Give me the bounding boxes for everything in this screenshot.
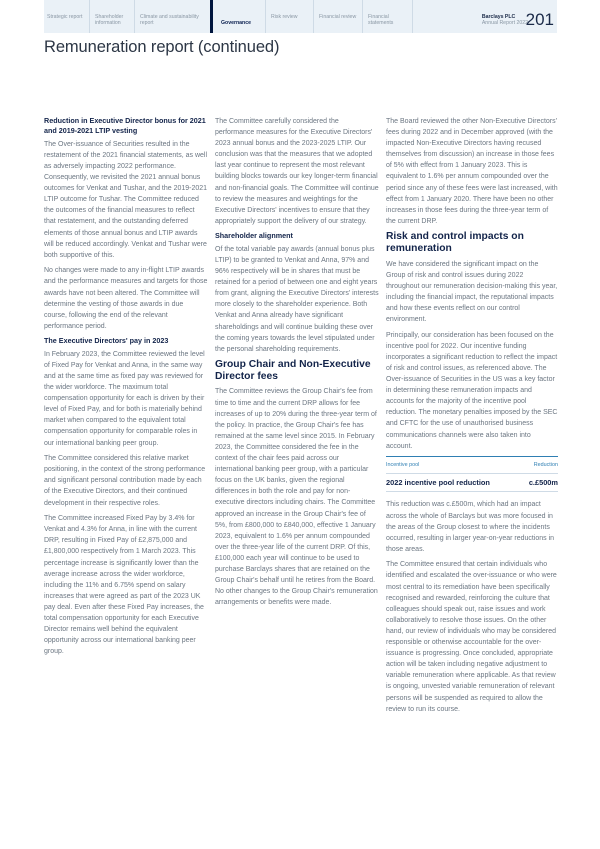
heading-risk-control: Risk and control impacts on remuneration xyxy=(386,231,524,255)
table-header-reduction: Reduction xyxy=(520,457,558,474)
paragraph: The Committee ensured that certain individuals who identified and escalated the over-issuance or who were most central to its remediation have been specifically recognised and rewarded, reinforcing the culture that colleagues should speak out, raise issues and work collaboratively to resolve those issues. On the other hand, our review of individuals who may be considered responsible or otherwise accountable for the over-issuance is progressing. Once concluded, appropriate action will be taken including negative adjustment to variable remuneration where applicable. As that review is ongoing, unvested variable remuneration of relevant persons will be suspended as required to allow the review to run its course. xyxy=(386,561,557,713)
heading-chair-ned-fees: Group Chair and Non-Executive Director fees xyxy=(215,359,371,382)
heading-bonus-reduction: Reduction in Executive Director bonus for 2021 and 2019-2021 LTIP vesting xyxy=(44,116,206,136)
column-2 xyxy=(215,116,379,613)
brand-subtitle: Annual Report 2022 xyxy=(481,20,528,27)
paragraph: The Committee increased Fixed Pay by 3.4% for Venkat and 4.3% for Anna, in line with the current DRP, resulting in Fixed Pay of £2,875,000 and £1,800,000 respectively from 1 March 2023. This percentage increase is significantly lower than the average increase across the wider workforce, including the 11% and 6.75% spend on salary increases that were agreed as part of the 2023 UK pay deal. Even after these Fixed Pay increases, the total compensation opportunity for each Executive Director remains well behind the equivalent opportunity across our international banking peer group. xyxy=(44,515,204,656)
table-cell-label: 2022 incentive pool reduction xyxy=(386,474,520,492)
table-header-incentive-pool: Incentive pool xyxy=(386,457,520,474)
paragraph: The Committee carefully considered the performance measures for the Executive Directors' 2023 annual bonus and the 2023-2025 LTIP. Our conclusion was that the measures that we adopted last year continue to represent the most relevant building blocks towards our key longer-term financial and non-financial goals. The Committee will continue to review the measures and weightings for the Executive Directors' incentives to ensure that they appropriately support the delivery of our strategy. xyxy=(215,118,379,225)
paragraph: The Over-issuance of Securities resulted in the restatement of the 2021 financial statements, as well as adversely impacting 2022 performance. Consequently, we revisited the 2021 annual bonus outcomes for Venkat and Tushar, and the 2019-2021 LTIP outcome for Tushar. The Committee reduced the outcomes of the financial measures to reflect that restatement, and the outstanding deferred elements of those annual bonus and LTIP awards will be reduced accordingly. Venkat and Tushar were both supportive of this. xyxy=(44,140,208,259)
nav-financial-statements[interactable]: Financial statements xyxy=(362,0,413,33)
paragraph: In February 2023, the Committee reviewed the level of Fixed Pay for Venkat and Anna, in the same way and at the same time as fixed pay was reviewed for the wider workforce. The maximum total compensation opportunity for each is driven by their level of Fixed Pay, and for both is materially behind market when compared to the equivalent total compensation opportunity for comparable roles in our international banking peer group. xyxy=(44,350,205,447)
nav-governance[interactable]: Governance xyxy=(210,0,265,33)
brand-block xyxy=(482,14,528,26)
table-row xyxy=(386,474,558,492)
paragraph: The Committee considered this relative market positioning, in the context of the strong performance and significant personal contribution made by each of the Executive Directors, and their continued development in their respective roles. xyxy=(44,455,206,507)
paragraph: This reduction was c.£500m, which had an impact across the whole of Barclays but was more focused in the areas of the Group closest to where the incidents occurred, resulting in larger year-on-year reductions in those areas. xyxy=(386,501,555,553)
section-nav-bar xyxy=(44,0,557,33)
page-number: 201 xyxy=(525,10,554,29)
column-3 xyxy=(386,116,558,719)
paragraph: We have considered the significant impact on the Group of risk and control issues during 2022 throughout our remuneration decision-making this year, including the financial impact, the reputational impacts and how these events reflect on our control environment. xyxy=(386,260,558,324)
nav-risk-review[interactable]: Risk review xyxy=(265,0,313,33)
column-1 xyxy=(44,116,208,662)
paragraph: No changes were made to any in-flight LTIP awards and the performance measures and targets for those awards have not been altered. The Committee will determine the vesting of those awards in due course, following the end of the relevant performance period. xyxy=(44,267,208,330)
heading-shareholder-alignment: Shareholder alignment xyxy=(215,231,293,241)
nav-climate-sustainability[interactable]: Climate and sustainability report xyxy=(134,0,210,33)
nav-strategic-report[interactable]: Strategic report xyxy=(47,14,83,20)
paragraph: Of the total variable pay awards (annual bonus plus LTIP) to be granted to Venkat and Anna, 97% and 96% respectively will be in shares that must be retained for a period of between one and eight years from grant, aligning the Executive Directors' interests more closely to the shareholder experience. Both Venkat and Anna already have significant shareholdings and will continue building these over the coming years towards the level stipulated under the personal shareholding requirements. xyxy=(215,245,379,353)
nav-shareholder-information[interactable]: Shareholder information xyxy=(89,0,134,33)
paragraph: The Board reviewed the other Non-Executive Directors' fees during 2022 and in December approved (with the impacted Non-Executive Directors having recused themselves from discussion) an increase in those fees of 5% with effect from 1 January 2023. This is equivalent to 1.6% per annum compounded over the period since any of these fees were last increased, with effect from 1 January 2020. There have been no other increases in those fees during the three-year term of the current DRP. xyxy=(386,118,558,225)
paragraph: Principally, our consideration has been focused on the incentive pool for 2022. Our incentive funding incorporates a significant reduction to reflect the impact of risk and control issues, as referenced above. The Over-issuance of Securities in the US was a key factor in determining these remuneration impacts and accounts for the majority of the incentive pool reduction. The monetary penalties imposed by the SEC and CFTC for the use of unauthorised business communications channels were also taken into account. xyxy=(386,331,558,450)
page-title: Remuneration report (continued) xyxy=(44,38,280,56)
table-cell-value: c.£500m xyxy=(520,474,558,492)
nav-financial-review[interactable]: Financial review xyxy=(313,0,362,33)
brand-name: Barclays PLC xyxy=(481,14,516,20)
paragraph: The Committee reviews the Group Chair's fee from time to time and the current DRP allows for fee increases of up to 20% during the three-year term of the policy. In practice, the Group Chair's fee has remained at the same level since 2015. In February 2023, the Committee considered the fee in the context of the chair fees paid across our international banking peer group, with a particular focus on the UK banks, given the regional differences in both the role and pay for non-executive directors including chairs. The Committee approved an increase in the Group Chair's fee of 5%, from £800,000 to £840,000, effective 1 January 2023, equivalent to 1.6% per annum compounded over the three-year life of the current DRP. Of this, £100,000 each year will continue to be used to purchase Barclays shares that are retained on the Group Chair's behalf until he retires from the Board. No other changes to the Group Chair's remuneration arrangements or benefits were made. xyxy=(215,388,378,607)
incentive-pool-table xyxy=(386,456,558,492)
heading-exec-pay-2023: The Executive Directors' pay in 2023 xyxy=(44,336,169,346)
table-header-row xyxy=(386,457,558,474)
